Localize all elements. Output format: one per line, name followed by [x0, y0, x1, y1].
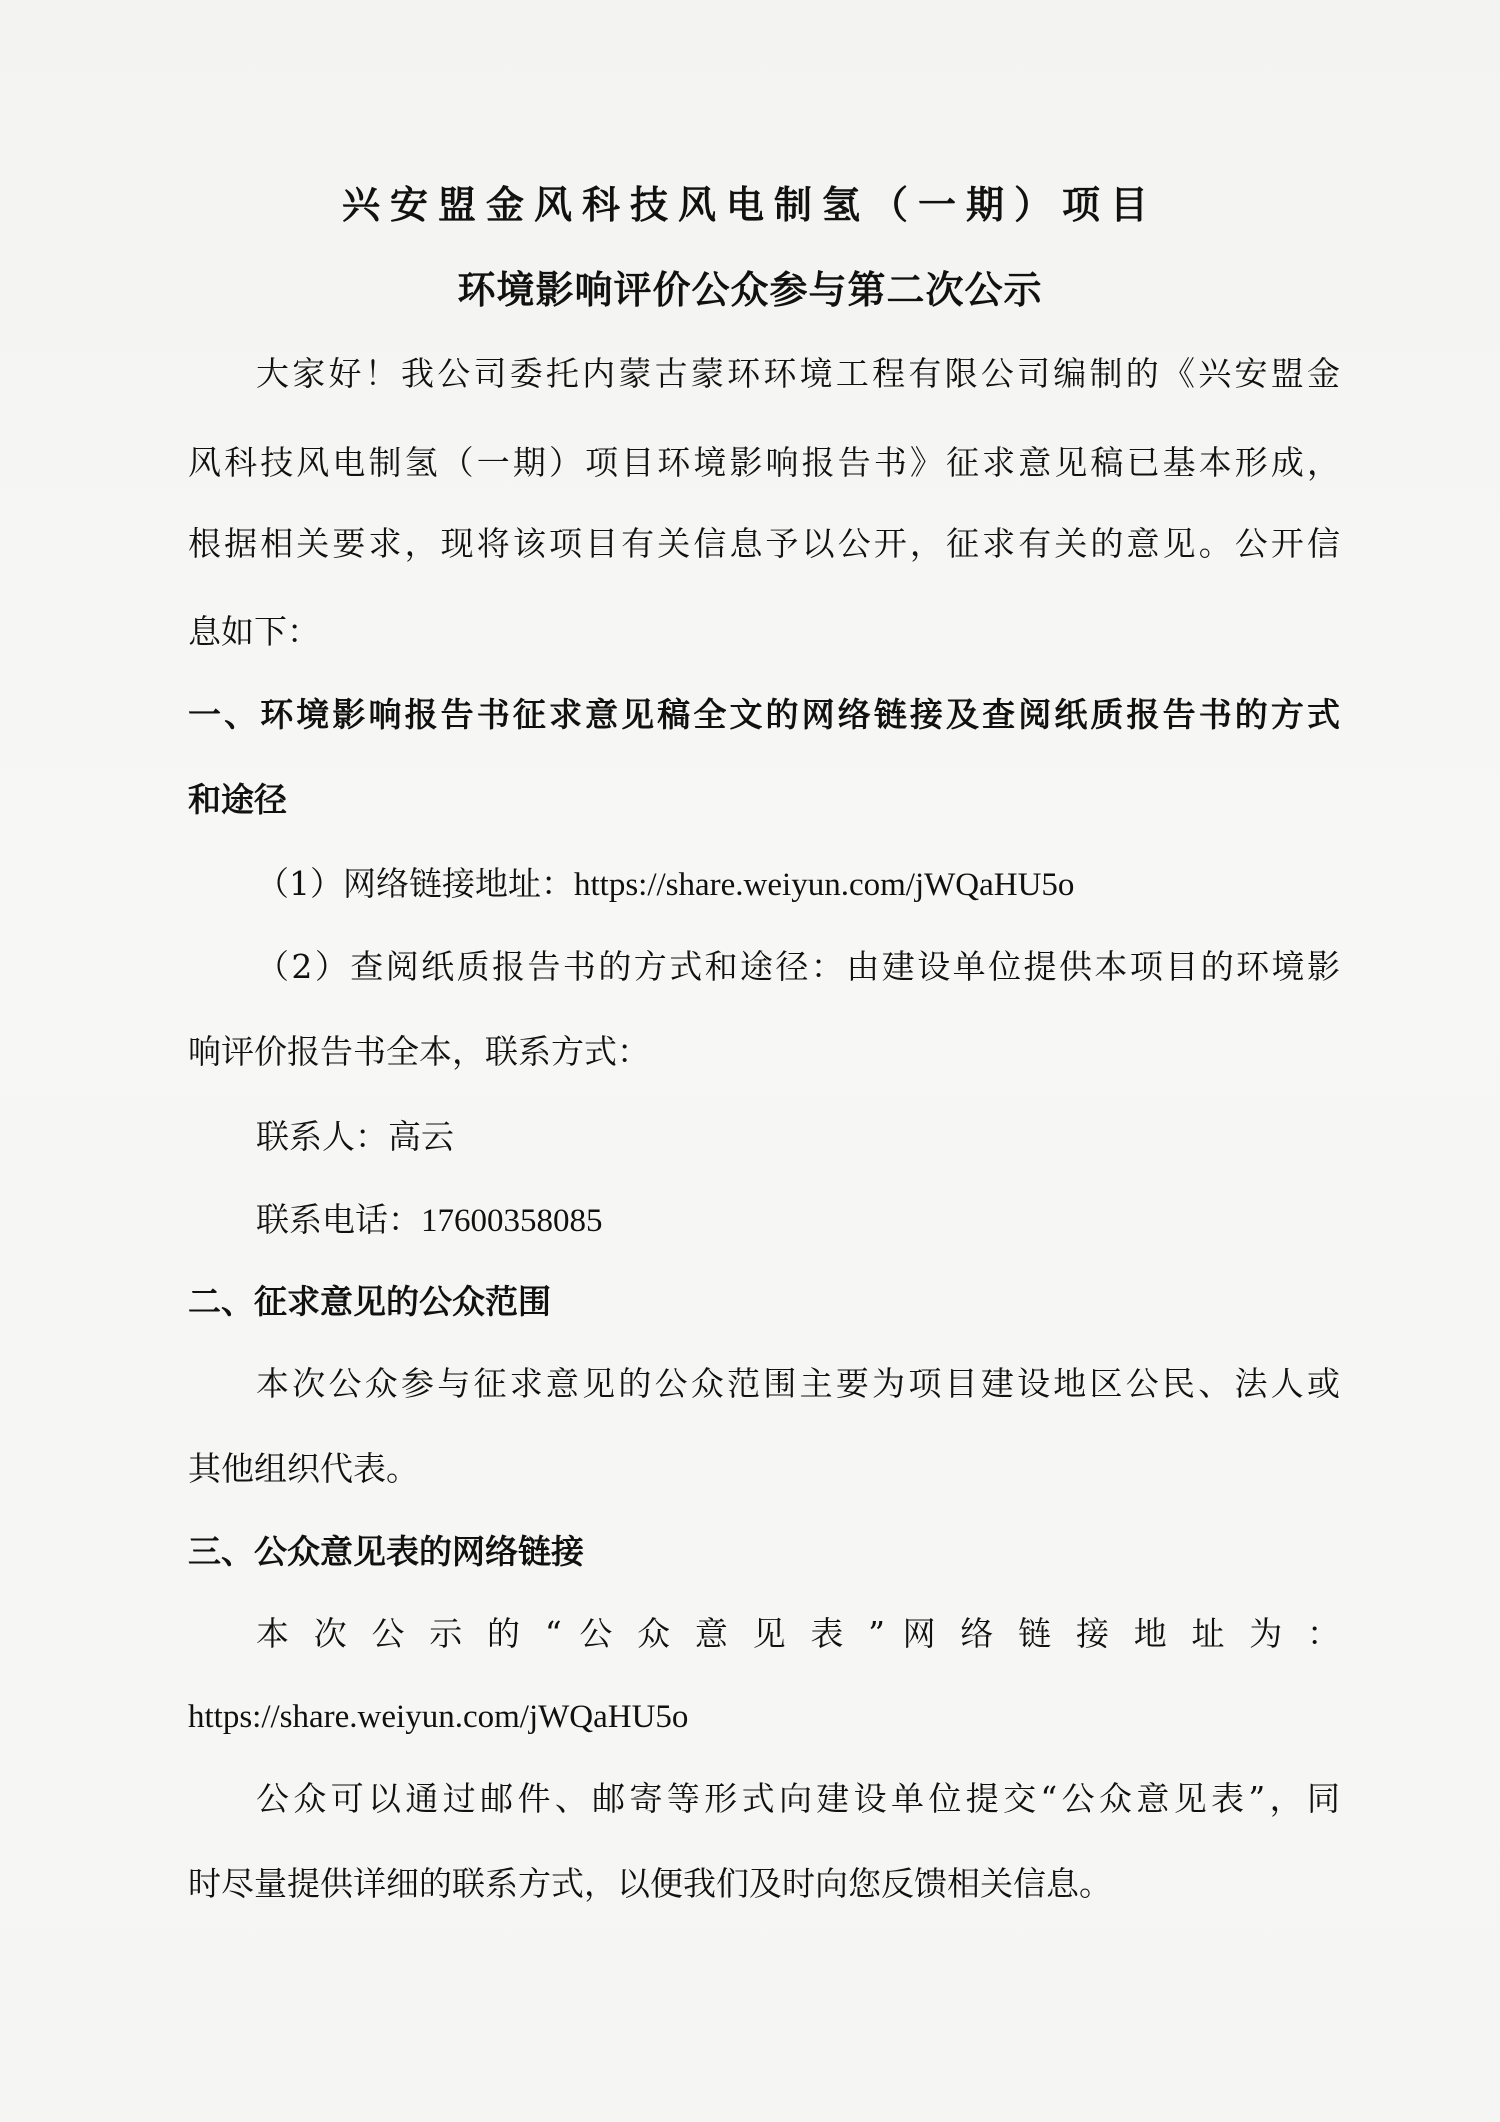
intro-line-3: 根据相关要求，现将该项目有关信息予以公开，征求有关的意见。公开信 — [188, 524, 1340, 563]
section-1-heading-cont: 和途径 — [188, 780, 287, 819]
intro-line-1: 大家好！我公司委托内蒙古蒙环环境工程有限公司编制的《兴安盟金 — [256, 354, 1340, 393]
section-3-line-4: 时尽量提供详细的联系方式，以便我们及时向您反馈相关信息。 — [188, 1864, 1112, 1903]
network-link-label: （1）网络链接地址： — [256, 864, 574, 903]
paper-report-item-line-2: 响评价报告书全本，联系方式： — [188, 1032, 650, 1071]
section-2-line-2: 其他组织代表。 — [188, 1449, 419, 1488]
intro-line-2: 风科技风电制氢（一期）项目环境影响报告书》征求意见稿已基本形成， — [188, 443, 1340, 482]
contact-phone — [256, 1198, 603, 1243]
section-1-heading: 一、环境影响报告书征求意见稿全文的网络链接及查阅纸质报告书的方式 — [188, 695, 1340, 734]
contact-person: 联系人：高云 — [256, 1117, 454, 1156]
section-3-line-1: 本 次 公 示 的 “ 公 众 意 见 表 ” 网 络 链 接 地 址 为 ： — [256, 1614, 1340, 1653]
intro-line-4: 息如下： — [188, 612, 320, 651]
document-title: 兴安盟金风科技风电制氢（一期）项目 — [341, 182, 1158, 227]
document-subtitle: 环境影响评价公众参与第二次公示 — [457, 267, 1043, 312]
paper-report-item-line-1: （2）查阅纸质报告书的方式和途径：由建设单位提供本项目的环境影 — [256, 947, 1340, 986]
contact-phone-label: 联系电话： — [256, 1200, 421, 1239]
section-3-heading: 三、公众意见表的网络链接 — [188, 1532, 584, 1571]
section-3-line-3: 公众可以通过邮件、邮寄等形式向建设单位提交“公众意见表”，同 — [256, 1779, 1340, 1818]
network-link-item — [256, 862, 1074, 907]
opinion-form-link[interactable]: https://share.weiyun.com/jWQaHU5o — [188, 1699, 689, 1735]
section-2-heading: 二、征求意见的公众范围 — [188, 1282, 551, 1321]
report-download-link[interactable]: https://share.weiyun.com/jWQaHU5o — [574, 867, 1075, 903]
contact-phone-number: 17600358085 — [421, 1203, 603, 1239]
section-2-line-1: 本次公众参与征求意见的公众范围主要为项目建设地区公民、法人或 — [256, 1364, 1340, 1403]
